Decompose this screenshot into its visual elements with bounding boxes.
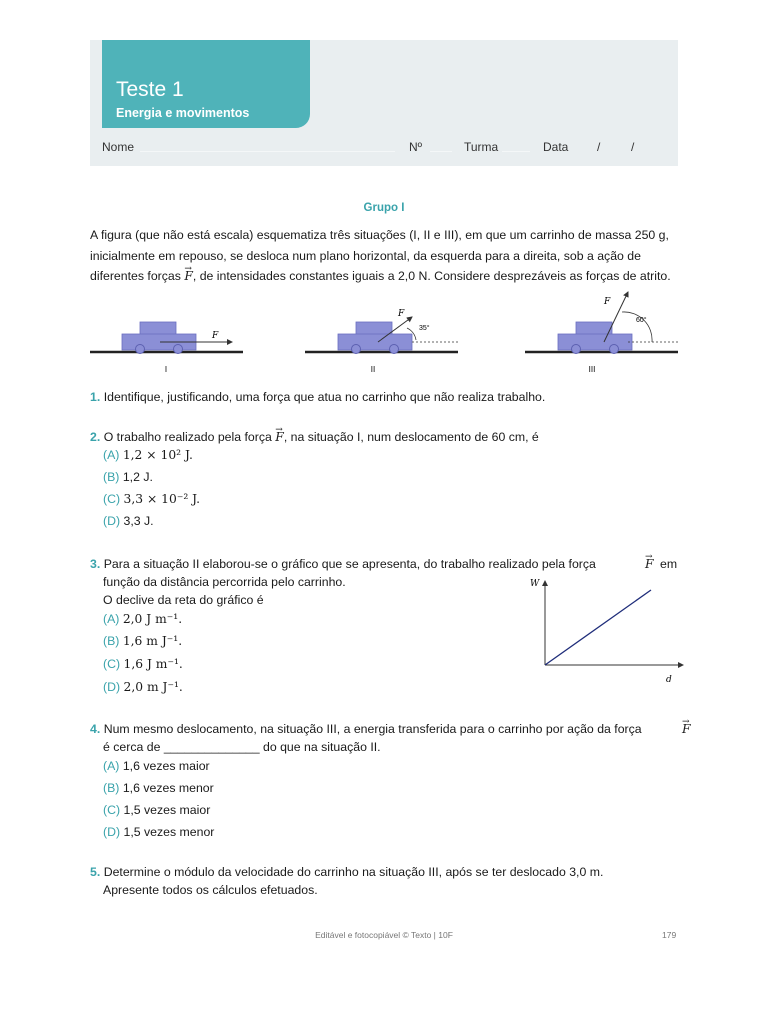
question-number: 1. bbox=[90, 390, 101, 404]
angle-label: 35° bbox=[419, 325, 430, 332]
option-c[interactable] bbox=[103, 801, 210, 819]
question-4 bbox=[90, 720, 642, 738]
question-text: Num mesmo deslocamento, na situação III, a energia transferida para o carrinho por ação da força bbox=[103, 722, 642, 736]
angle-label: 60° bbox=[636, 317, 647, 324]
question-2 bbox=[90, 428, 539, 446]
situation-ii bbox=[305, 309, 458, 374]
test-subtitle: Energia e movimentos bbox=[116, 106, 250, 120]
force-symbol: → $_F$ bbox=[682, 722, 691, 736]
force-symbol: → F bbox=[184, 269, 193, 283]
question-number: 3. bbox=[90, 557, 101, 571]
question-number: 2. bbox=[90, 430, 101, 444]
work-distance-graph bbox=[525, 575, 685, 695]
question-number: 5. bbox=[90, 865, 101, 879]
situation-label: I bbox=[164, 365, 168, 374]
intro-line-3 bbox=[90, 267, 671, 285]
option-a[interactable] bbox=[103, 757, 210, 775]
option-letter: (D) bbox=[103, 680, 121, 694]
option-letter: (A) bbox=[103, 759, 120, 773]
question-text-line-2: função da distância percorrida pelo carrinho. bbox=[103, 575, 346, 589]
situation-label: III bbox=[588, 365, 596, 374]
option-b[interactable] bbox=[103, 779, 214, 797]
footer-copyright: Editável e fotocopiável © Texto | 10F bbox=[315, 930, 453, 940]
option-a[interactable] bbox=[103, 610, 182, 628]
date-separator: / bbox=[597, 140, 601, 154]
option-letter: (D) bbox=[103, 825, 121, 839]
question-1 bbox=[90, 388, 545, 406]
car-wheel bbox=[352, 345, 361, 354]
situation-i bbox=[90, 322, 243, 374]
option-text: 1,6 vezes menor bbox=[122, 781, 214, 795]
test-title: Teste 1 bbox=[116, 78, 184, 101]
car-wheel bbox=[572, 345, 581, 354]
option-text: 1,2 × 10² J. bbox=[122, 448, 193, 462]
option-c[interactable] bbox=[103, 655, 183, 673]
question-number: 4. bbox=[90, 722, 101, 736]
option-text: 2,0 m J⁻¹. bbox=[123, 680, 183, 694]
option-letter: (A) bbox=[103, 448, 120, 462]
option-text: 1,5 vezes maior bbox=[123, 803, 211, 817]
car-wheel bbox=[610, 345, 619, 354]
force-symbol: → F bbox=[275, 430, 284, 444]
option-a[interactable] bbox=[103, 446, 193, 464]
question-5 bbox=[90, 863, 603, 881]
question-text-line-2: é cerca de ______________ do que na situação II. bbox=[103, 740, 381, 754]
option-c[interactable] bbox=[103, 490, 200, 508]
group-title: Grupo I bbox=[363, 202, 405, 214]
option-text: 2,0 J m⁻¹. bbox=[122, 612, 183, 626]
option-text: 3,3 J. bbox=[123, 514, 154, 528]
class-label: Turma bbox=[464, 140, 499, 154]
intro-line-3a: diferentes forças bbox=[90, 269, 185, 283]
option-text: 1,6 J m⁻¹. bbox=[123, 657, 183, 671]
question-text-line-2: Apresente todos os cálculos efetuados. bbox=[103, 883, 318, 897]
question-text: Identifique, justificando, uma força que atua no carrinho que não realiza trabalho. bbox=[103, 390, 546, 404]
option-b[interactable] bbox=[103, 468, 153, 486]
date-separator: / bbox=[631, 140, 635, 154]
intro-line-1: A figura (que não está escala) esquematiza três situações (I, II e III), em que um carrinho de massa 250 g, bbox=[90, 228, 669, 242]
car-wheel bbox=[390, 345, 399, 354]
situations-figure bbox=[0, 297, 768, 380]
option-text: 1,6 vezes maior bbox=[122, 759, 210, 773]
graph-line bbox=[545, 590, 651, 665]
car-wheel bbox=[174, 345, 183, 354]
option-letter: (C) bbox=[103, 657, 121, 671]
option-letter: (D) bbox=[103, 514, 121, 528]
number-field-line[interactable] bbox=[430, 151, 452, 152]
name-label: Nome bbox=[102, 140, 135, 154]
question-text: Determine o módulo da velocidade do carrinho na situação III, após se ter deslocado 3,0 m. bbox=[103, 865, 604, 879]
option-text: 3,3 × 10⁻² J. bbox=[123, 492, 201, 506]
option-letter: (B) bbox=[103, 781, 120, 795]
option-letter: (B) bbox=[103, 470, 120, 484]
option-text: 1,5 vezes menor bbox=[123, 825, 215, 839]
force-label: F bbox=[212, 331, 219, 341]
car-wheel bbox=[136, 345, 145, 354]
car-body bbox=[558, 334, 632, 350]
force-label: F bbox=[604, 297, 611, 307]
option-letter: (A) bbox=[103, 612, 120, 626]
option-text: 1,2 J. bbox=[122, 470, 153, 484]
question-3 bbox=[90, 555, 596, 573]
question-text-end: em bbox=[660, 557, 678, 571]
option-d[interactable] bbox=[103, 823, 214, 841]
name-field-line[interactable] bbox=[140, 151, 395, 152]
x-axis-label: d bbox=[666, 675, 672, 685]
option-letter: (C) bbox=[103, 492, 121, 506]
option-letter: (B) bbox=[103, 634, 120, 648]
option-letter: (C) bbox=[103, 803, 121, 817]
question-text-a: O trabalho realizado pela força bbox=[103, 430, 276, 444]
force-label: F bbox=[398, 309, 405, 319]
option-d[interactable] bbox=[103, 678, 183, 696]
question-text-b: , na situação I, num deslocamento de 60 cm, é bbox=[283, 430, 539, 444]
intro-line-2: inicialmente em repouso, se desloca num plano horizontal, da esquerda para a direita, sob a ação de bbox=[90, 249, 641, 263]
force-symbol: → $_F$ bbox=[645, 557, 654, 571]
situation-iii bbox=[525, 292, 678, 374]
intro-line-3b: , de intensidades constantes iguais a 2,0 N. Considere desprezáveis as forças de atrito. bbox=[192, 269, 671, 283]
page-number: 179 bbox=[662, 930, 677, 940]
question-text-line-3: O declive da reta do gráfico é bbox=[103, 593, 264, 607]
car-body bbox=[338, 334, 412, 350]
class-field-line[interactable] bbox=[502, 151, 530, 152]
situation-label: II bbox=[370, 365, 376, 374]
option-text: 1,6 m J⁻¹. bbox=[122, 634, 183, 648]
title-tab bbox=[102, 40, 310, 128]
option-d[interactable] bbox=[103, 512, 154, 530]
date-label: Data bbox=[543, 140, 569, 154]
y-axis-label: W bbox=[530, 579, 540, 589]
number-label: Nº bbox=[409, 140, 423, 154]
option-b[interactable] bbox=[103, 632, 182, 650]
question-text: Para a situação II elaborou-se o gráfico que se apresenta, do trabalho realizado pela força bbox=[103, 557, 596, 571]
